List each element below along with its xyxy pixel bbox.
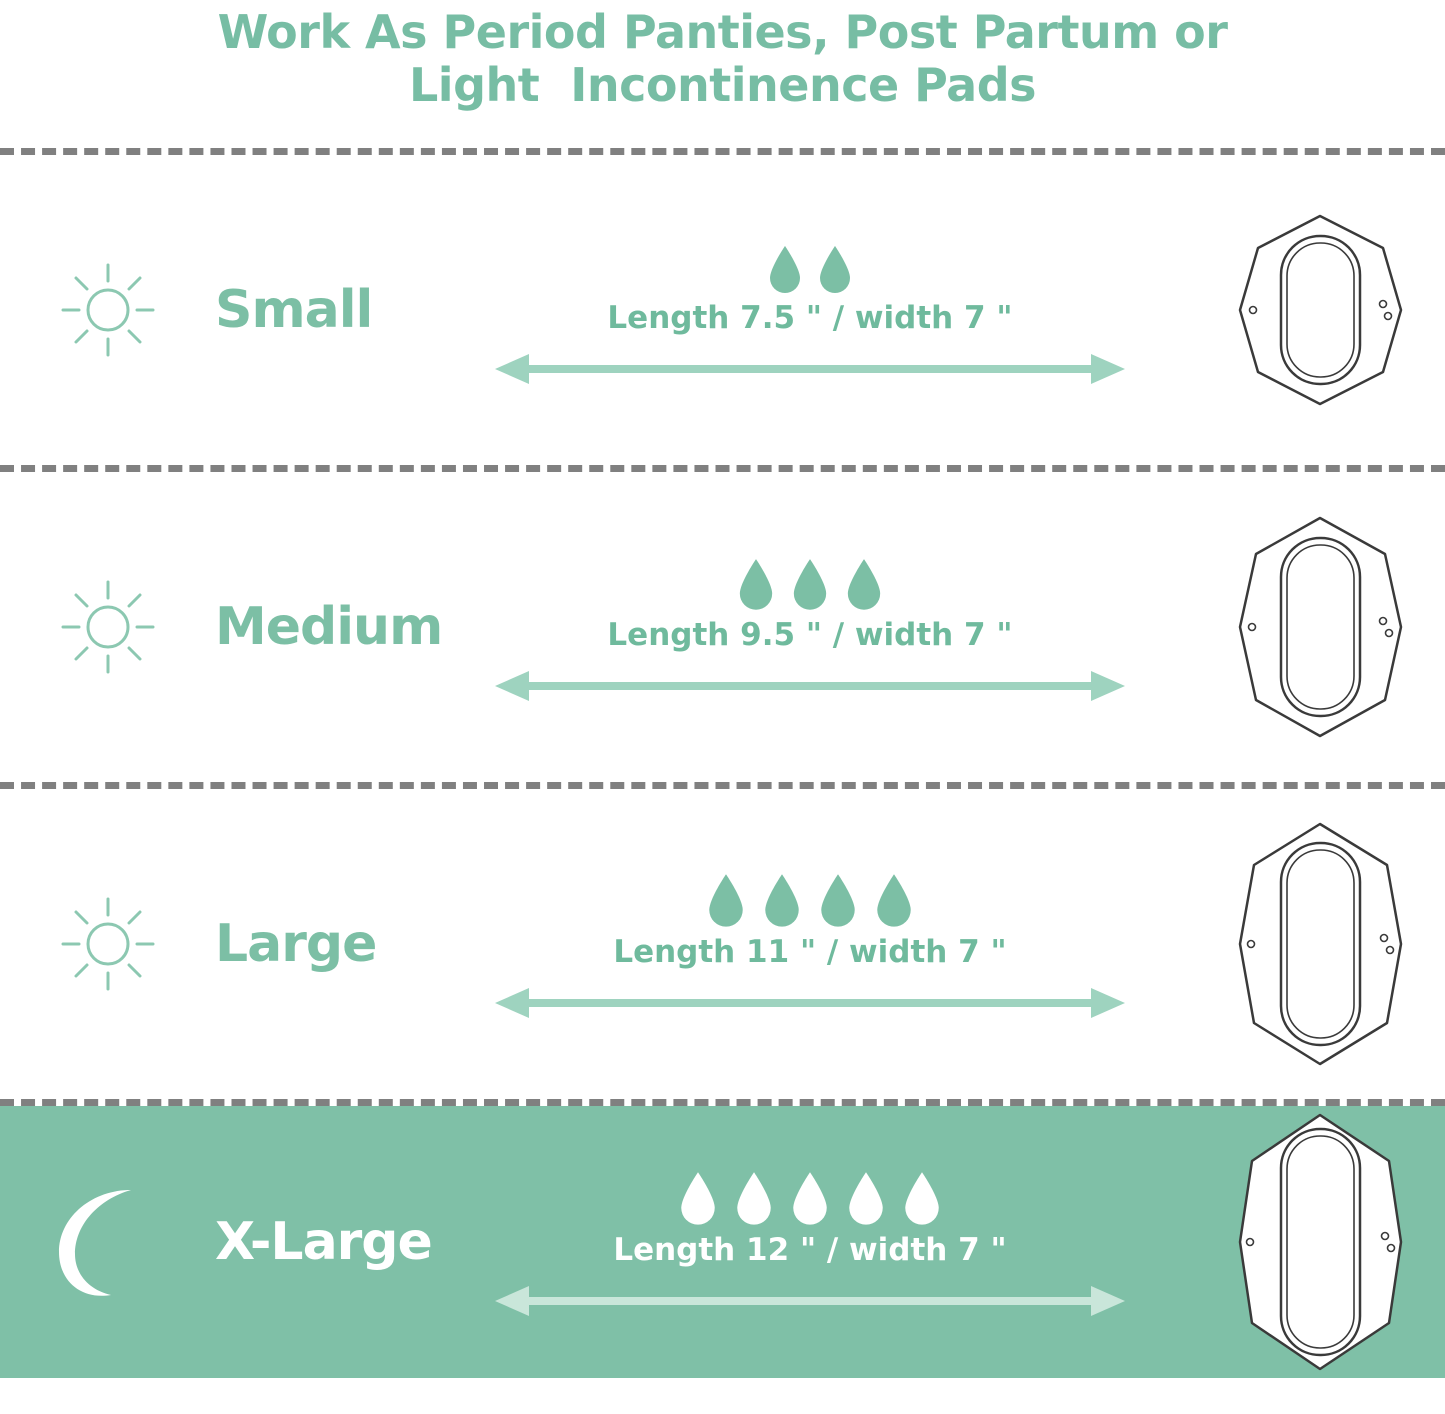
dimensions-xlarge: Length 12 " / width 7 " [613,1232,1007,1268]
drop-icon [761,872,803,930]
pad-illustration-xlarge [1195,1111,1445,1373]
pad-illustration-small [1195,210,1445,410]
drop-icon [736,557,776,613]
absorbency-drops-xlarge [677,1166,943,1228]
drop-icon [789,1170,831,1228]
title-line-2: Light Incontinence Pads [408,57,1036,112]
page-title [0,0,1445,148]
divider-2 [0,465,1445,472]
size-row-large [0,789,1445,1099]
size-label-large: Large [215,914,377,974]
size-row-xlarge [0,1106,1445,1378]
sun-icon [53,255,163,365]
drop-icon [733,1170,775,1228]
pad-illustration-medium [1195,512,1445,742]
dimensions-large: Length 11 " / width 7 " [613,934,1007,970]
drop-icon [817,872,859,930]
drop-icon [677,1170,719,1228]
dimensions-medium: Length 9.5 " / width 7 " [607,617,1013,653]
moon-icon [53,1182,163,1302]
sun-icon [53,572,163,682]
drop-icon [873,872,915,930]
sun-icon-cell [0,572,215,682]
size-row-small [0,155,1445,465]
length-arrow-small [490,352,1130,386]
sun-icon [53,889,163,999]
drop-icon [901,1170,943,1228]
moon-icon-cell [0,1182,215,1302]
length-arrow-medium [490,669,1130,703]
length-arrow-large [490,986,1130,1020]
sun-icon-cell [0,255,215,365]
divider-1 [0,148,1445,155]
drop-icon [844,557,884,613]
drop-icon [817,244,853,296]
size-detail-xlarge [485,1106,1195,1378]
size-detail-medium [485,472,1195,782]
size-detail-large [485,789,1195,1099]
drop-icon [790,557,830,613]
size-label-xlarge: X-Large [215,1212,432,1272]
divider-4 [0,1099,1445,1106]
sun-icon-cell [0,889,215,999]
size-detail-small [485,155,1195,465]
absorbency-drops-medium [736,551,884,613]
divider-3 [0,782,1445,789]
size-label-medium: Medium [215,597,443,657]
size-label-small: Small [215,280,373,340]
size-row-medium [0,472,1445,782]
pad-illustration-large [1195,819,1445,1069]
length-arrow-xlarge [490,1284,1130,1318]
drop-icon [845,1170,887,1228]
absorbency-drops-large [705,868,915,930]
absorbency-drops-small [767,234,853,296]
title-line-1: Work As Period Panties, Post Partum or [217,5,1228,59]
drop-icon [767,244,803,296]
dimensions-small: Length 7.5 " / width 7 " [607,300,1013,336]
drop-icon [705,872,747,930]
